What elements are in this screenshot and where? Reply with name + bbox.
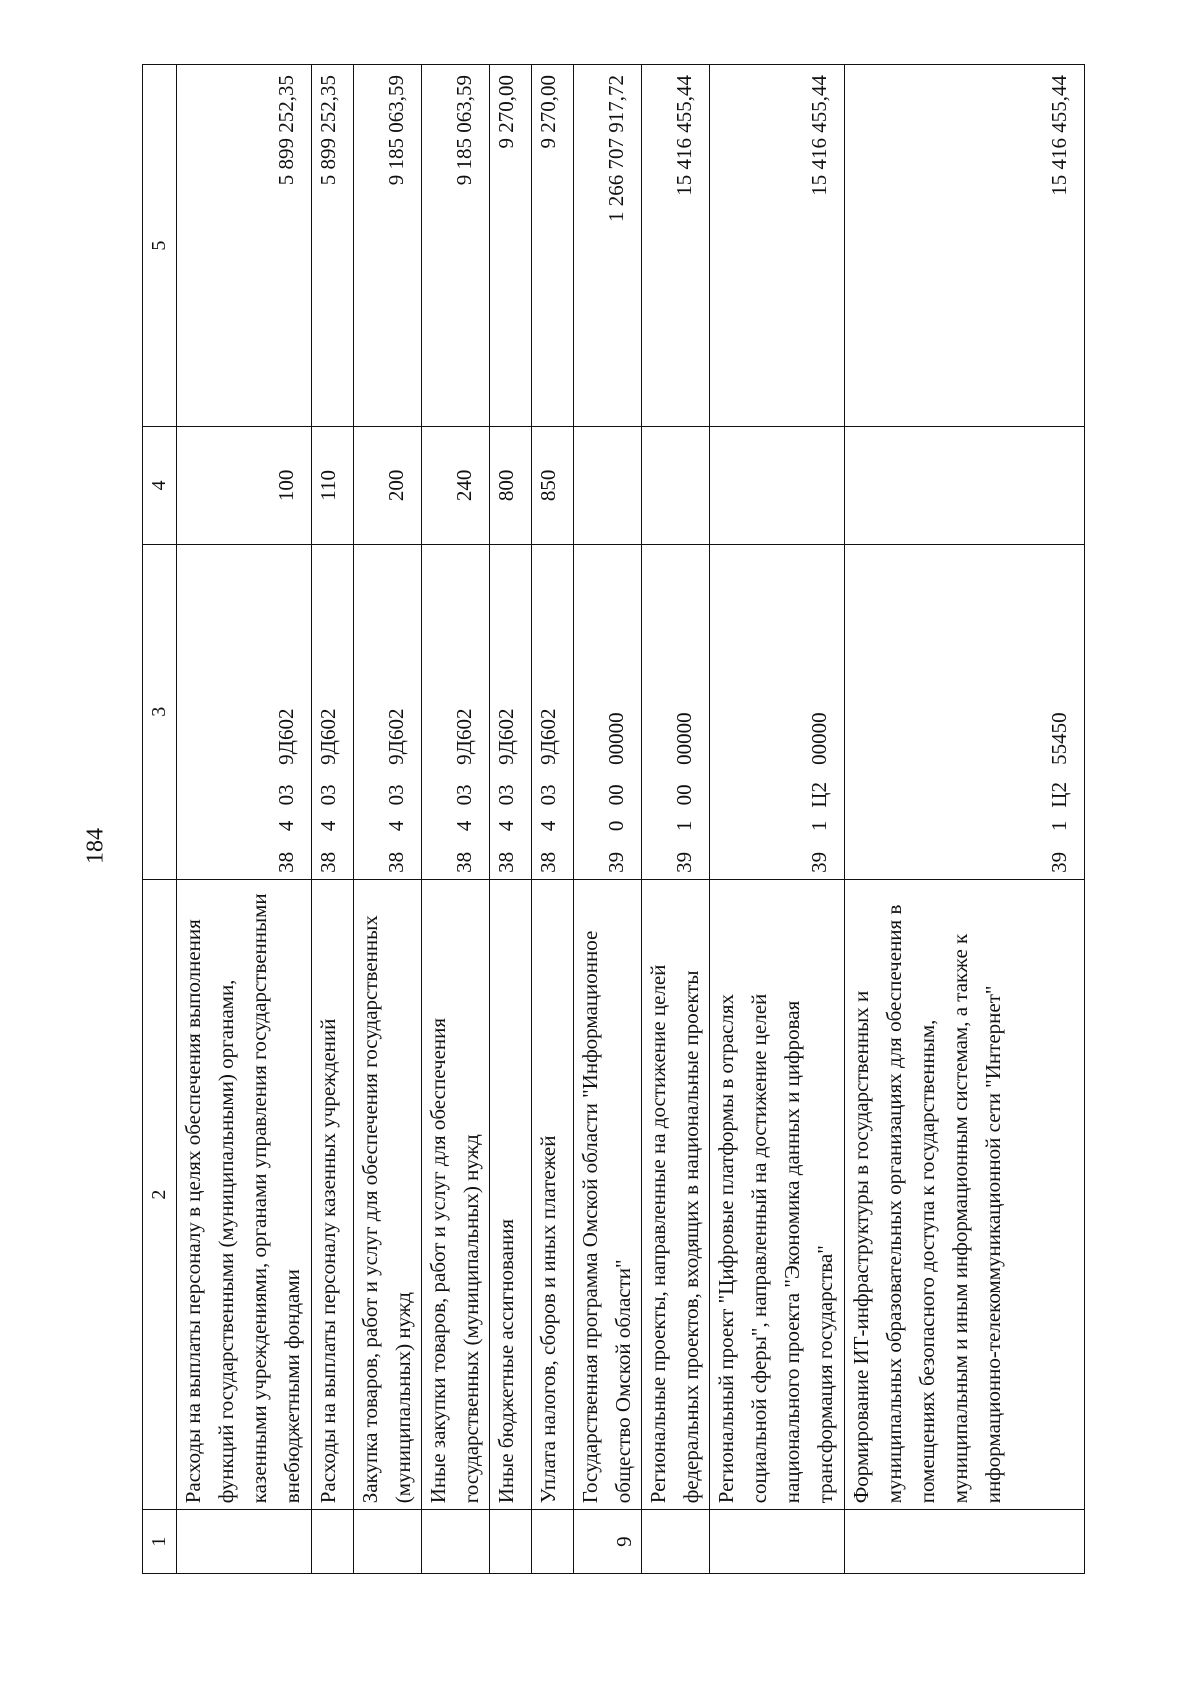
classification-code: 38 4 03 9Д602 xyxy=(312,544,354,879)
expense-type: 100 xyxy=(177,427,312,544)
expense-name: Закупка товаров, работ и услуг для обеспечения государственных (муниципальных) нужд xyxy=(354,879,422,1509)
row-number xyxy=(490,1510,532,1574)
row-number xyxy=(532,1510,574,1574)
expense-type: 800 xyxy=(490,427,532,544)
table-row xyxy=(177,65,312,1574)
table-row xyxy=(710,65,845,1574)
row-number xyxy=(422,1510,490,1574)
classification-code: 39 0 00 00000 xyxy=(574,544,642,879)
expense-name: Иные бюджетные ассигнования xyxy=(490,879,532,1509)
expense-name: Уплата налогов, сборов и иных платежей xyxy=(532,879,574,1509)
table-row xyxy=(312,65,354,1574)
table-row xyxy=(642,65,710,1574)
expense-type xyxy=(574,427,642,544)
row-number: 9 xyxy=(574,1510,642,1574)
rotated-table-container xyxy=(142,64,1071,1574)
row-number xyxy=(642,1510,710,1574)
budget-table xyxy=(142,64,1085,1574)
row-number xyxy=(312,1510,354,1574)
row-number xyxy=(354,1510,422,1574)
expense-type xyxy=(710,427,845,544)
row-number xyxy=(177,1510,312,1574)
table-row xyxy=(490,65,532,1574)
header-row xyxy=(143,65,177,1574)
row-number xyxy=(845,1510,1085,1574)
table-row xyxy=(422,65,490,1574)
amount: 9 185 063,59 xyxy=(354,65,422,427)
expense-type: 240 xyxy=(422,427,490,544)
page-number: 184 xyxy=(82,828,109,864)
classification-code: 38 4 03 9Д602 xyxy=(422,544,490,879)
classification-code: 39 1 Ц2 55450 xyxy=(845,544,1085,879)
expense-type: 110 xyxy=(312,427,354,544)
amount: 9 185 063,59 xyxy=(422,65,490,427)
header-col-2: 2 xyxy=(143,879,177,1509)
expense-name: Формирование ИТ-инфраструктуры в государственных и муниципальных образовательных организациях для обеспечения в помещениях безопасного доступа к государственным, муниципальным и иным информационным системам, а также к информационно-телекоммуникационной сети "Интернет" xyxy=(845,879,1085,1509)
amount: 15 416 455,44 xyxy=(642,65,710,427)
classification-code: 39 1 00 00000 xyxy=(642,544,710,879)
expense-name: Региональные проекты, направленные на достижение целей федеральных проектов, входящих в национальные проекты xyxy=(642,879,710,1509)
expense-name: Расходы на выплаты персоналу в целях обеспечения выполнения функций государственными (муниципальными) органами, казенными учреждениями, органами управления государственными внебюджетными фондами xyxy=(177,879,312,1509)
amount: 9 270,00 xyxy=(490,65,532,427)
header-col-1: 1 xyxy=(143,1510,177,1574)
expense-name: Иные закупки товаров, работ и услуг для обеспечения государственных (муниципальных) нужд xyxy=(422,879,490,1509)
expense-type: 200 xyxy=(354,427,422,544)
classification-code: 38 4 03 9Д602 xyxy=(354,544,422,879)
expense-name: Расходы на выплаты персоналу казенных учреждений xyxy=(312,879,354,1509)
amount: 1 266 707 917,72 xyxy=(574,65,642,427)
expense-name: Региональный проект "Цифровые платформы в отраслях социальной сферы", направленный на достижение целей национального проекта "Экономика данных и цифровая трансформация государства" xyxy=(710,879,845,1509)
amount: 5 899 252,35 xyxy=(177,65,312,427)
amount: 15 416 455,44 xyxy=(710,65,845,427)
amount: 9 270,00 xyxy=(532,65,574,427)
row-number xyxy=(710,1510,845,1574)
header-col-4: 4 xyxy=(143,427,177,544)
table-row xyxy=(845,65,1085,1574)
expense-type xyxy=(845,427,1085,544)
header-col-3: 3 xyxy=(143,544,177,879)
classification-code: 38 4 03 9Д602 xyxy=(532,544,574,879)
expense-type: 850 xyxy=(532,427,574,544)
table-row xyxy=(532,65,574,1574)
amount: 15 416 455,44 xyxy=(845,65,1085,427)
classification-code: 38 4 03 9Д602 xyxy=(177,544,312,879)
table-row xyxy=(354,65,422,1574)
header-col-5: 5 xyxy=(143,65,177,427)
amount: 5 899 252,35 xyxy=(312,65,354,427)
expense-type xyxy=(642,427,710,544)
classification-code: 38 4 03 9Д602 xyxy=(490,544,532,879)
classification-code: 39 1 Ц2 00000 xyxy=(710,544,845,879)
table-row xyxy=(574,65,642,1574)
expense-name: Государственная программа Омской области "Информационное общество Омской области" xyxy=(574,879,642,1509)
